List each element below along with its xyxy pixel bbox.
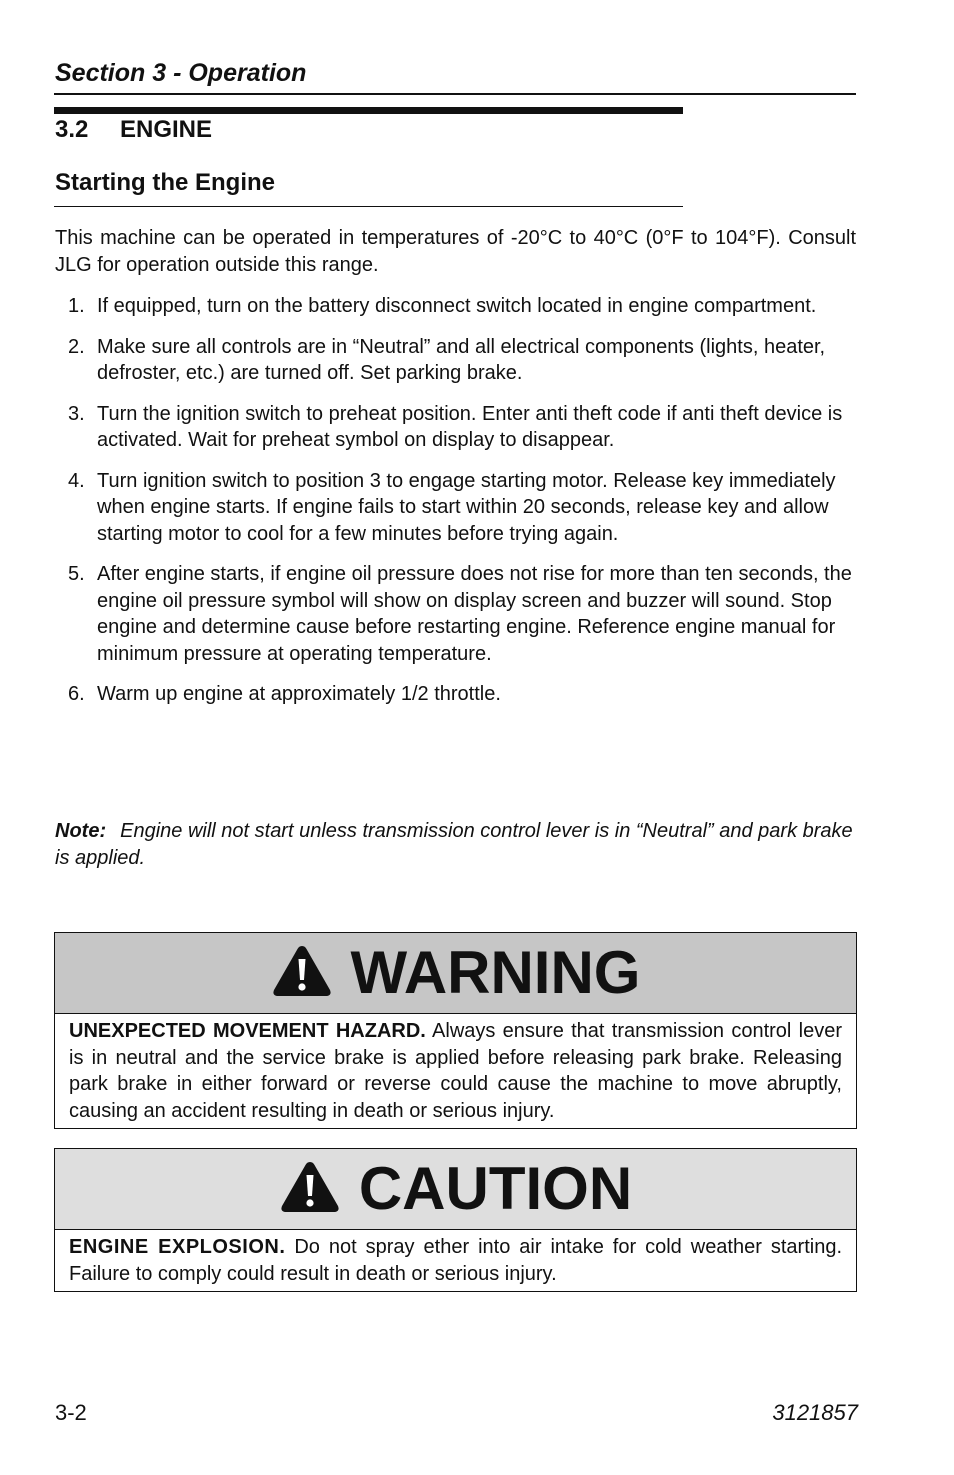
warning-banner-word: WARNING xyxy=(350,939,641,1006)
step-text: Warm up engine at approximately 1/2 throttle. xyxy=(97,683,501,705)
step-text: Turn ignition switch to position 3 to engage starting motor. Release key immediately when engine starts. If engine fails to start within 20 seconds, release key and allow starting motor to cool for a few minutes before trying again. xyxy=(97,469,836,545)
caution-banner-word: CAUTION xyxy=(358,1155,633,1222)
warning-box xyxy=(54,932,857,1129)
warning-lead: UNEXPECTED MOVEMENT HAZARD. xyxy=(69,1020,426,1042)
step-text: Turn the ignition switch to preheat position. Enter anti theft code if anti theft device is activated. Wait for preheat symbol on display to disappear. xyxy=(97,402,843,451)
list-item xyxy=(55,561,856,667)
step-number: 2. xyxy=(68,335,85,358)
caution-banner xyxy=(55,1149,856,1230)
list-item xyxy=(55,401,856,454)
step-text: If equipped, turn on the battery disconnect switch located in engine compartment. xyxy=(97,295,817,317)
list-item xyxy=(55,334,856,387)
warning-body: Always ensure that transmission control lever is in neutral and the service brake is applied before releasing park brake. Releasing park brake in either forward or reverse could cause the machine to move abruptly, causing an accident resulting in death or serious injury. xyxy=(69,1020,843,1122)
warning-triangle-icon xyxy=(279,1160,341,1219)
page-number: 3-2 xyxy=(55,1400,87,1425)
step-text: Make sure all controls are in “Neutral” and all electrical components (lights, heater, defroster, etc.) are turned off. Set parking brake. xyxy=(97,335,826,384)
steps-list xyxy=(55,293,856,722)
note xyxy=(55,818,856,871)
subsection-rule xyxy=(54,206,683,207)
step-number: 1. xyxy=(68,295,85,317)
caution-text xyxy=(55,1230,856,1287)
header-rule xyxy=(54,93,856,95)
section-number: 3.2 xyxy=(55,116,89,143)
section-header: Section 3 - Operation xyxy=(55,59,307,87)
note-label: Note: xyxy=(55,820,107,842)
warning-triangle-icon xyxy=(271,944,333,1003)
caution-box xyxy=(54,1148,857,1292)
step-number: 4. xyxy=(68,469,85,492)
step-number: 5. xyxy=(68,563,85,585)
list-item xyxy=(55,681,856,708)
list-item xyxy=(55,468,856,548)
step-number: 3. xyxy=(68,402,85,425)
intro-paragraph: This machine can be operated in temperatures of -20°C to 40°C (0°F to 104°F). Consult JLG for operation outside this range. xyxy=(55,227,856,276)
section-title-text: ENGINE xyxy=(120,116,213,143)
warning-text xyxy=(55,1014,856,1124)
caution-lead: ENGINE EXPLOSION. xyxy=(69,1236,286,1258)
document-number: 3121857 xyxy=(772,1400,858,1425)
step-number: 6. xyxy=(68,683,85,705)
note-text: Engine will not start unless transmission control lever is in “Neutral” and park brake is applied. xyxy=(55,820,853,869)
subsection-title: Starting the Engine xyxy=(55,169,276,196)
section-rule xyxy=(54,107,683,114)
section-title xyxy=(55,115,212,145)
caution-body: Do not spray ether into air intake for cold weather starting. Failure to comply could result in death or serious injury. xyxy=(69,1236,843,1285)
step-text: After engine starts, if engine oil pressure does not rise for more than ten seconds, the engine oil pressure symbol will show on display screen and buzzer will sound. Stop engine and determine cause before restarting engine. Reference engine manual for minimum pressure at operating temperature. xyxy=(97,563,852,665)
warning-banner xyxy=(55,933,856,1014)
list-item xyxy=(55,293,856,320)
